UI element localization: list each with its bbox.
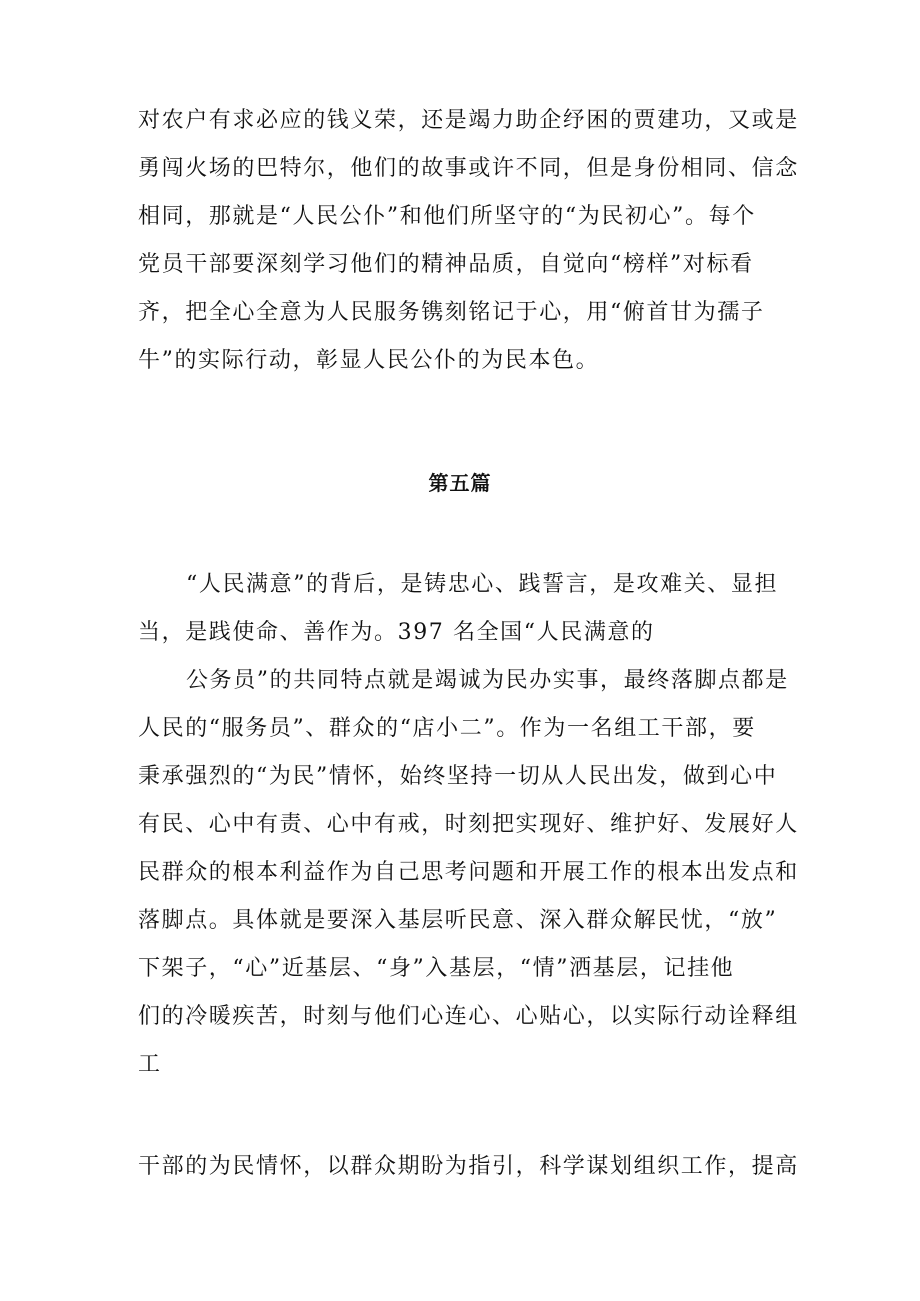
body-text-line: 齐，把全心全意为人民服务镌刻铭记于心，用“俯首甘为孺子 [138,300,765,325]
body-text-line: 下架子，“心”近基层、“身”入基层，“情”洒基层，记挂他 [138,956,735,981]
body-text-line: 公务员”的共同特点就是竭诚为民办实事，最终落脚点都是 [186,668,789,693]
body-text-line: 勇闯火场的巴特尔，他们的故事或许不同，但是身份相同、信念 [138,156,799,181]
body-text-line: 牛”的实际行动，彰显人民公仆的为民本色。 [138,348,600,373]
body-text-line: 当，是践使命、善作为。397 名全国“人民满意的 [138,620,655,645]
body-text-line: 对农户有求必应的钱义荣，还是竭力助企纾困的贾建功，又或是 [138,108,799,133]
body-text-line: 民群众的根本利益作为自己思考问题和开展工作的根本出发点和 [138,860,799,885]
body-text-line: “人民满意”的背后，是铸忠心、践誓言，是攻难关、显担 [186,572,779,597]
body-text-line: 秉承强烈的“为民”情怀，始终坚持一切从人民出发，做到心中 [138,764,778,789]
body-text-line: 们的冷暖疾苦，时刻与他们心连心、心贴心，以实际行动诠释组 [138,1004,799,1029]
body-text-line: 党员干部要深刻学习他们的精神品质，自觉向“榜样”对标看 [138,252,754,277]
body-text-line: 工 [138,1052,162,1077]
body-text-line: 有民、心中有责、心中有戒，时刻把实现好、维护好、发展好人 [138,812,799,837]
body-text-line: 落脚点。具体就是要深入基层听民意、深入群众解民忧，“放” [138,908,778,933]
body-text-line: 相同，那就是“人民公仆”和他们所坚守的“为民初心”。每个 [138,204,756,229]
body-text-line: 人民的“服务员”、群众的“店小二”。作为一名组工干部，要 [138,716,756,741]
body-text-line: 干部的为民情怀，以群众期盼为指引，科学谋划组织工作，提高 [138,1154,799,1179]
section-heading: 第五篇 [428,471,492,495]
